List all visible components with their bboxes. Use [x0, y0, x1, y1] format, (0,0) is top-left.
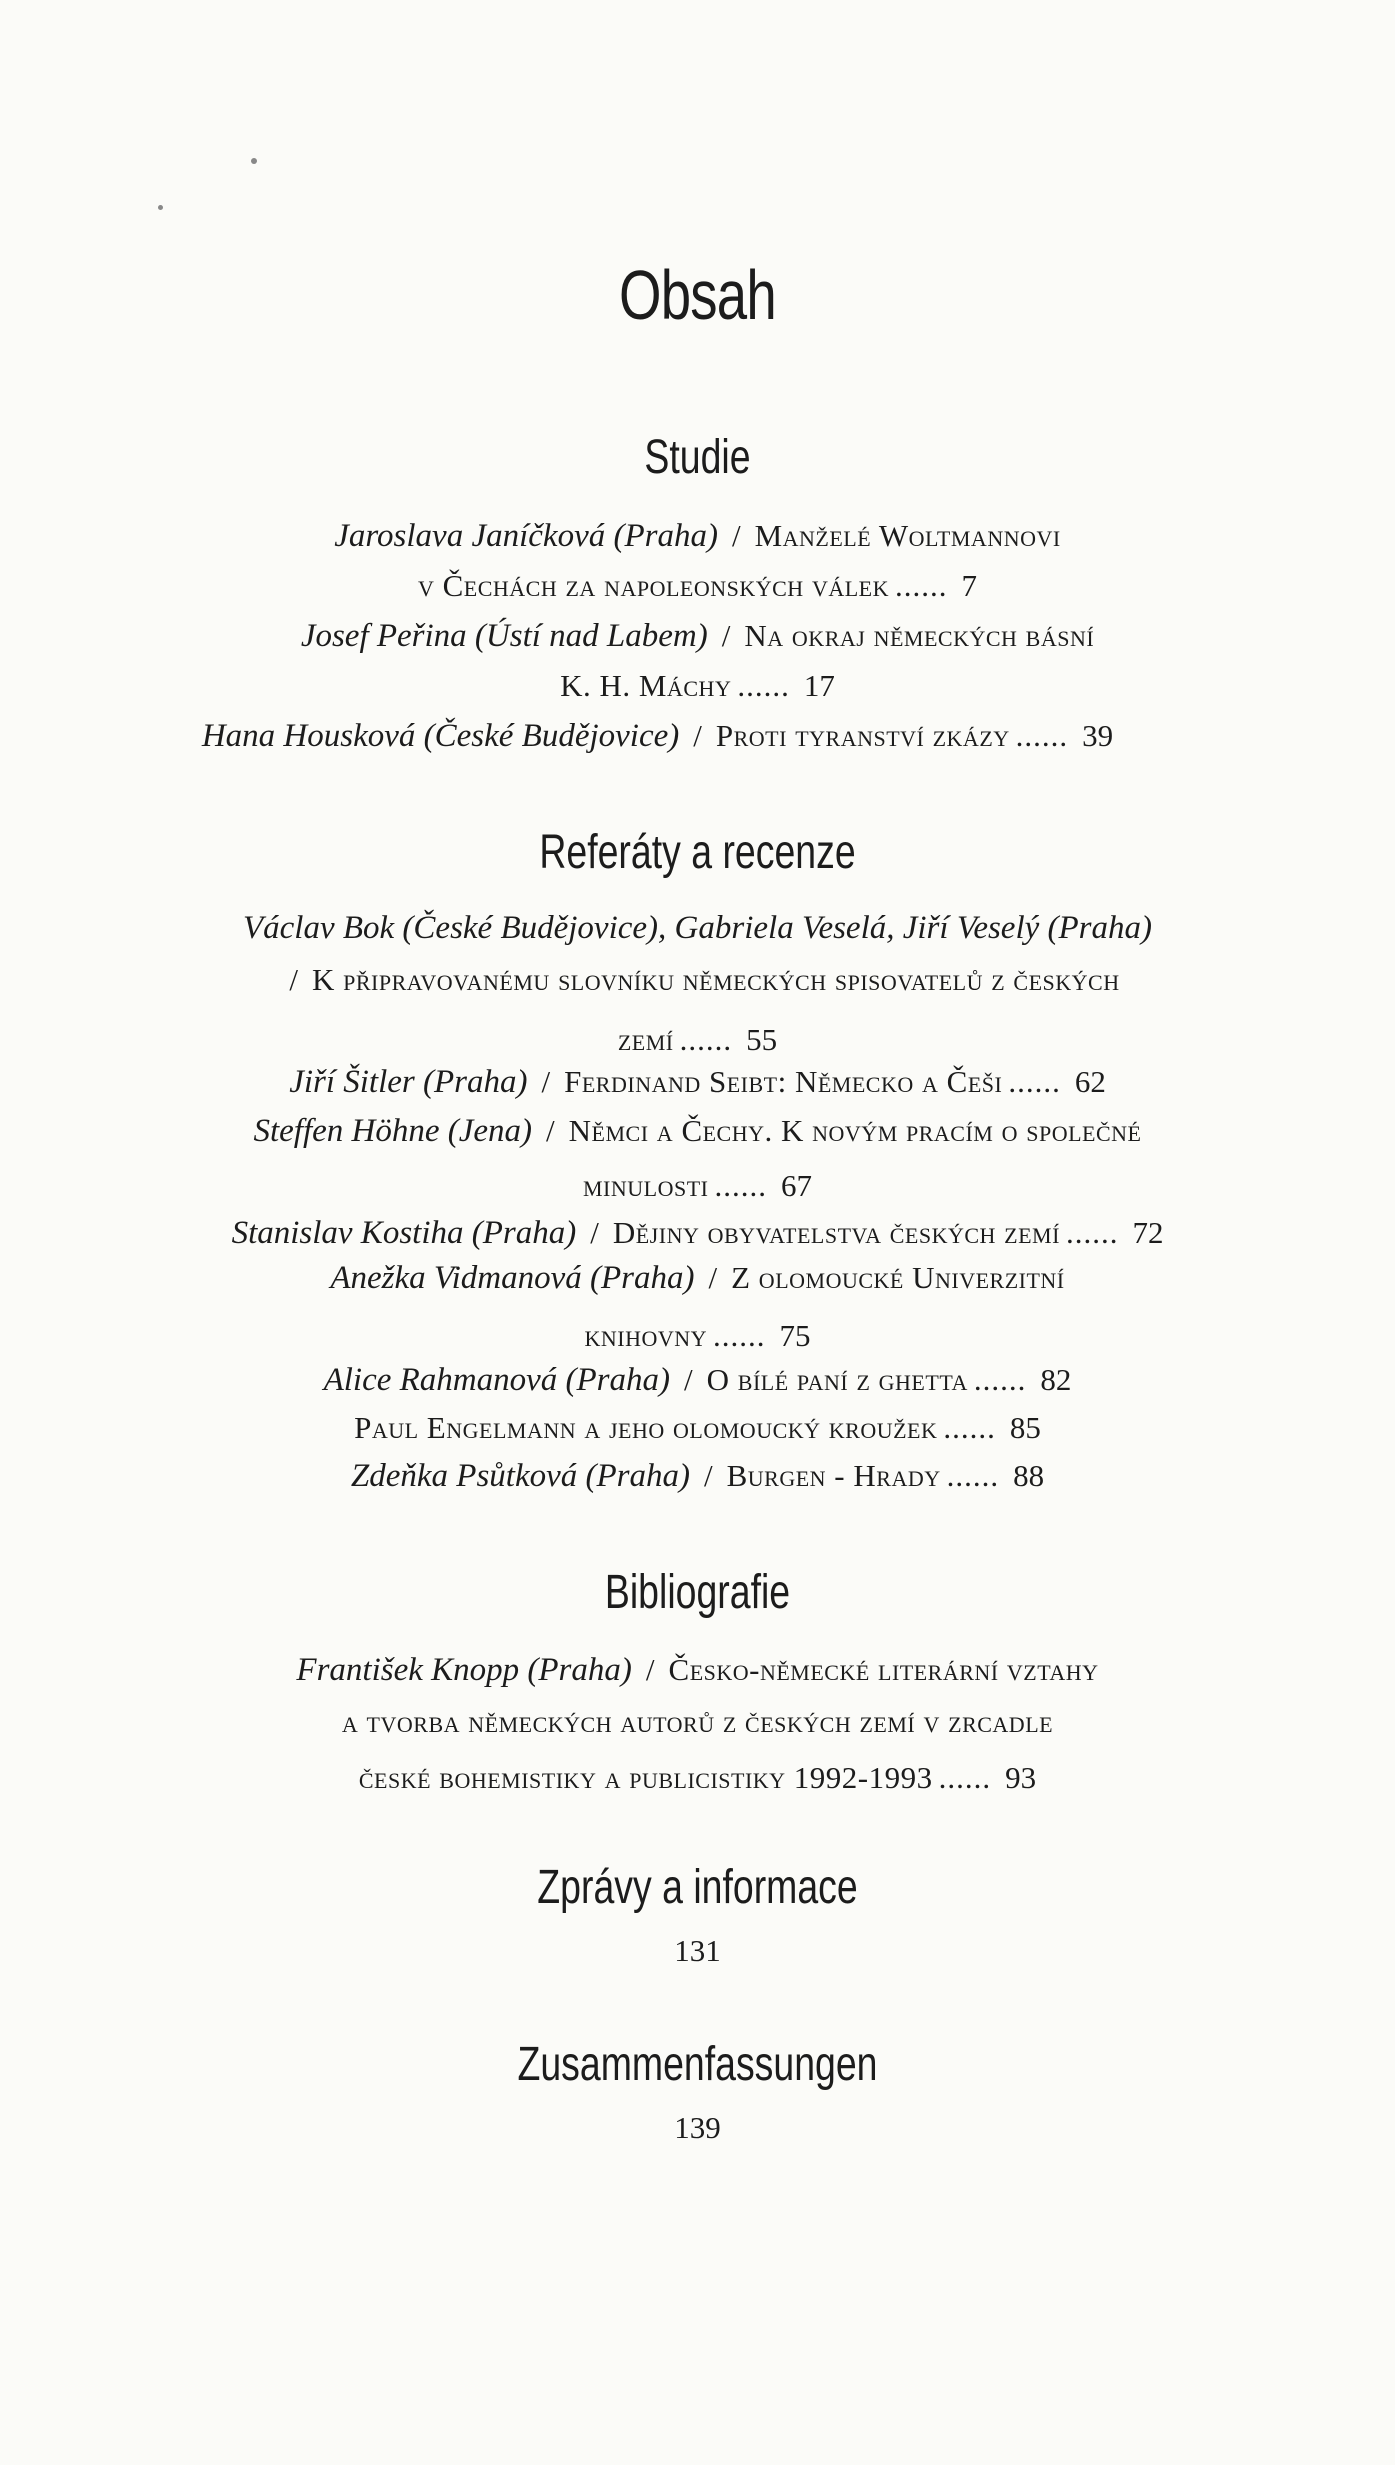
page-title: Obsah	[619, 256, 776, 334]
toc-entry-line	[0, 1362, 1395, 1399]
entry-title: české bohemistiky a publicistiky 1992-1993	[358, 1760, 933, 1795]
entry-title: Na okraj německých básní	[744, 618, 1095, 653]
entry-title: Paul Engelmann a jeho olomoucký kroužek	[354, 1410, 938, 1445]
entry-leader-dots: ......	[973, 1362, 1027, 1397]
entry-leader-dots: ......	[679, 1022, 733, 1057]
entry-title: a tvorba německých autorů z českých zemí v zrcadle	[341, 1704, 1054, 1739]
toc-entry-line	[0, 618, 1395, 655]
entry-leader-dots: ......	[1008, 1064, 1061, 1099]
entry-separator: /	[731, 518, 741, 553]
entry-title: K. H. Máchy	[560, 668, 732, 703]
zpravy-page-number: 131	[674, 1933, 721, 1968]
entry-author: Josef Peřina (Ústí nad Labem)	[300, 618, 708, 654]
entry-leader-dots: ......	[938, 1760, 992, 1795]
entry-separator: /	[703, 1458, 713, 1493]
paper-speck	[158, 205, 163, 210]
paper-speck	[251, 158, 257, 164]
toc-entry-line	[0, 1168, 1395, 1204]
entry-author: Stanislav Kostiha (Praha)	[231, 1215, 577, 1251]
entry-author: František Knopp (Praha)	[296, 1652, 632, 1688]
entry-separator: /	[289, 962, 298, 997]
section-title-bibliografie: Bibliografie	[604, 1566, 791, 1619]
entry-leader-dots: ......	[946, 1458, 1000, 1493]
toc-entry-line	[0, 910, 1395, 947]
toc-entry-line	[0, 1458, 1395, 1495]
entry-separator: /	[546, 1113, 555, 1148]
section-title-referaty: Referáty a recenze	[539, 826, 856, 879]
toc-entry-line	[0, 1318, 1395, 1354]
entry-separator: /	[645, 1652, 655, 1687]
entry-separator: /	[721, 618, 731, 653]
entry-title: Němci a Čechy. K novým pracím o společné	[568, 1113, 1142, 1148]
entry-title: zemí	[617, 1022, 674, 1057]
entry-page-number: 39	[1082, 718, 1114, 753]
entry-author: Alice Rahmanová (Praha)	[323, 1362, 671, 1398]
toc-entry-line	[0, 1113, 1395, 1150]
entry-author: Hana Housková (České Budějovice)	[201, 718, 680, 754]
entry-author: Anežka Vidmanová (Praha)	[330, 1260, 695, 1296]
entry-title: O bílé paní z ghetta	[706, 1362, 968, 1397]
entry-page-number: 55	[746, 1022, 778, 1057]
entry-title: Dějiny obyvatelstva českých zemí	[612, 1215, 1060, 1250]
entry-author: Zdeňka Psůtková (Praha)	[350, 1458, 690, 1494]
entry-page-number: 85	[1009, 1410, 1041, 1445]
toc-entry-line	[0, 1215, 1395, 1252]
section-title-zusammenfassungen: Zusammenfassungen	[517, 2038, 878, 2091]
entry-separator: /	[708, 1260, 718, 1295]
entry-page-number: 75	[779, 1318, 811, 1353]
entry-leader-dots: ......	[737, 668, 790, 703]
entry-title: minulosti	[583, 1168, 709, 1203]
toc-entry-line	[0, 1704, 1395, 1740]
entry-separator: /	[684, 1362, 693, 1397]
entry-author: Steffen Höhne (Jena)	[253, 1113, 533, 1149]
entry-page-number: 67	[781, 1168, 812, 1203]
entry-separator: /	[541, 1064, 551, 1099]
entry-title: Burgen - Hrady	[726, 1458, 941, 1493]
toc-entry-line	[0, 718, 1355, 755]
toc-entry-line	[0, 568, 1395, 604]
entry-title: Z olomoucké Univerzitní	[731, 1260, 1065, 1295]
toc-entry-line	[0, 1022, 1395, 1058]
toc-entry-line	[0, 1652, 1395, 1689]
section-title-zpravy: Zprávy a informace	[537, 1861, 858, 1914]
entry-page-number: 17	[803, 668, 835, 703]
entry-title: Proti tyranství zkázy	[715, 718, 1010, 753]
entry-author: Jaroslava Janíčková (Praha)	[334, 518, 718, 554]
entry-leader-dots: ......	[714, 1168, 767, 1203]
entry-leader-dots: ......	[1015, 718, 1069, 753]
entry-title: Česko-německé literární vztahy	[668, 1652, 1099, 1687]
toc-entry-line	[0, 1410, 1395, 1446]
entry-title: Ferdinand Seibt: Německo a Češi	[564, 1064, 1003, 1099]
entry-separator: /	[590, 1215, 599, 1250]
entry-title: v Čechách za napoleonských válek	[417, 568, 889, 603]
entry-title: K připravovanému slovníku německých spisovatelů z českých	[312, 962, 1120, 997]
toc-entry-line	[0, 1760, 1395, 1796]
entry-leader-dots: ......	[713, 1318, 766, 1353]
toc-entry-line	[0, 1064, 1395, 1101]
entry-author: Jiří Šitler (Praha)	[289, 1064, 528, 1100]
toc-entry-line	[0, 518, 1395, 555]
entry-page-number: 93	[1005, 1760, 1037, 1795]
entry-page-number: 88	[1013, 1458, 1045, 1493]
toc-entry-line	[0, 1260, 1395, 1297]
section-title-studie: Studie	[644, 431, 751, 484]
entry-page-number: 82	[1040, 1362, 1072, 1397]
entry-leader-dots: ......	[943, 1410, 996, 1445]
entry-page-number: 7	[961, 568, 977, 603]
entry-author: Václav Bok (České Budějovice), Gabriela Veselá, Jiří Veselý (Praha)	[243, 910, 1152, 946]
entry-page-number: 62	[1074, 1064, 1106, 1099]
entry-title: knihovny	[584, 1318, 708, 1353]
zusammenfassungen-page-number: 139	[674, 2110, 721, 2145]
entry-title: Manželé Woltmannovi	[754, 518, 1061, 553]
entry-page-number: 72	[1132, 1215, 1164, 1250]
entry-leader-dots: ......	[895, 568, 948, 603]
toc-entry-line	[0, 962, 1395, 998]
toc-entry-line	[0, 668, 1395, 704]
entry-separator: /	[693, 718, 702, 753]
entry-leader-dots: ......	[1065, 1215, 1119, 1250]
